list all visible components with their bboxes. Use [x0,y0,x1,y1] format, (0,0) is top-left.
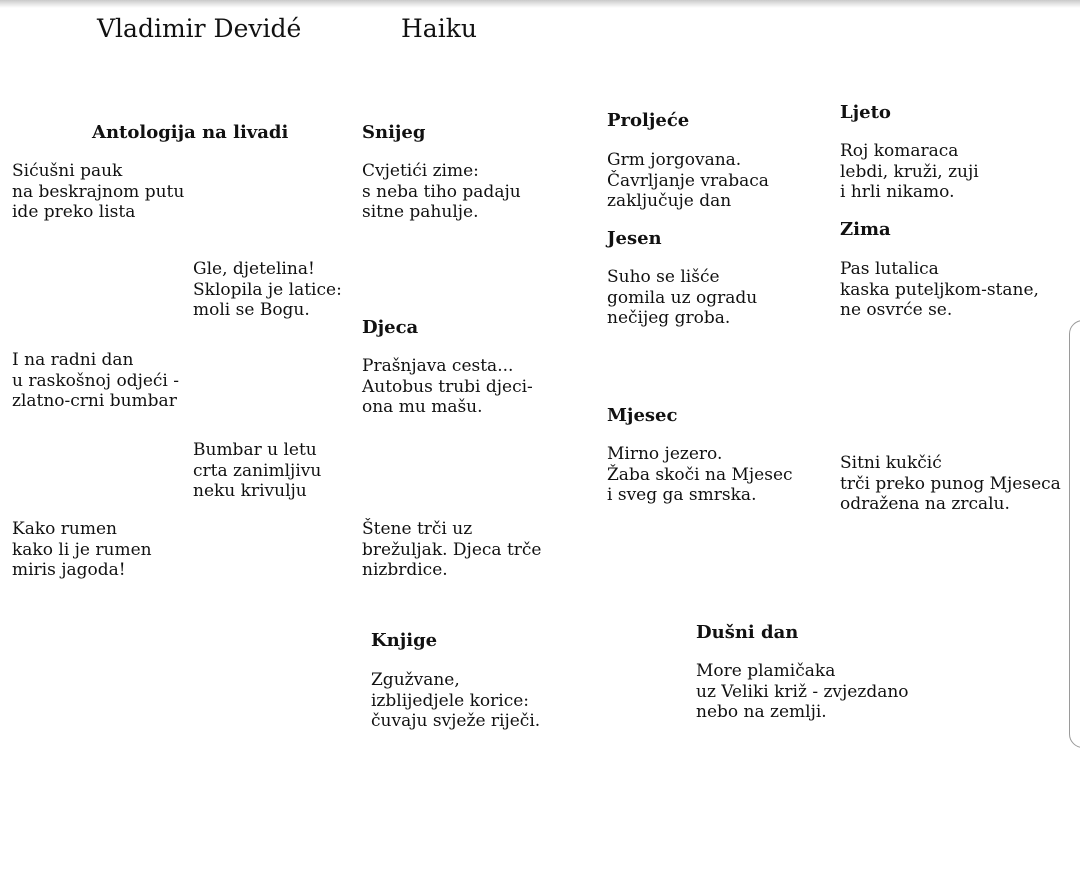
heading-mjesec: Mjesec [607,405,678,426]
poem-line: Prašnjava cesta... [362,356,514,376]
poem-line: nebo na zemlji. [696,702,827,722]
poem-line: nečijeg groba. [607,308,731,328]
heading-jesen: Jesen [607,228,662,249]
poem-roj-komaraca [840,141,979,203]
poem-line: crta zanimljivu [193,460,322,481]
poem-line: Suho se lišće [607,267,720,287]
poem-kako-rumen [12,519,152,581]
poem-line: moli se Bogu. [193,300,310,320]
poem-line: Pas lutalica [840,259,939,279]
poem-line: s neba tiho padaju [362,181,521,202]
poem-line: nizbrdice. [362,560,448,580]
poem-line: miris jagoda! [12,560,126,580]
poem-line: Gle, djetelina! [193,259,315,279]
poem-line: More plamičaka [696,661,836,681]
poem-line: lebdi, kruži, zuji [840,161,979,182]
poem-suho-lisce [607,267,757,329]
poem-zguzvane [371,670,540,732]
poem-line: kako li je rumen [12,539,152,560]
poem-line: i sveg ga smrska. [607,485,757,505]
poem-line: Mirno jezero. [607,444,723,464]
poem-line: i hrli nikamo. [840,182,955,202]
heading-ljeto: Ljeto [840,102,891,123]
poem-line: brežuljak. Djeca trče [362,539,542,560]
poem-stene [362,519,542,581]
heading-snijeg: Snijeg [362,122,426,143]
poem-line: na beskrajnom putu [12,181,185,202]
poem-line: Žaba skoči na Mjesec [607,464,793,485]
poem-line: ona mu mašu. [362,397,483,417]
author-name: Vladimir Devidé [97,14,302,43]
poem-line: Autobus trubi djeci- [362,376,533,397]
poem-line: Cvjetići zime: [362,161,479,181]
poem-line: Sitni kukčić [840,453,942,473]
poem-line: čuvaju svježe riječi. [371,711,541,731]
poem-line: ne osvrće se. [840,300,953,320]
poem-line: Roj komaraca [840,141,959,161]
poem-line: trči preko punog Mjeseca [840,473,1061,494]
poem-line: zlatno-crni bumbar [12,391,177,411]
poem-line: zaključuje dan [607,191,732,211]
poem-line: Štene trči uz [362,519,473,539]
poem-line: Sićušni pauk [12,161,123,181]
poem-mirno-jezero [607,444,793,506]
side-panel-handle[interactable] [1069,320,1080,748]
poem-line: I na radni dan [12,350,134,370]
poem-line: sitne pahulje. [362,202,479,222]
top-bar-shadow [0,0,1080,8]
poem-line: u raskošnoj odjeći - [12,370,180,391]
poem-line: Kako rumen [12,519,117,539]
poem-sitni-kukcic [840,453,1061,515]
heading-antologija: Antologija na livadi [92,122,289,143]
poem-line: odražena na zrcalu. [840,494,1010,514]
poem-line: Čavrljanje vrabaca [607,170,769,191]
poem-line: neku krivulju [193,481,307,501]
poem-line: Grm jorgovana. [607,150,742,170]
poem-djetelina [193,259,342,321]
poem-pas-lutalica [840,259,1039,321]
poem-sicusni-pauk [12,161,184,223]
heading-proljece: Proljeće [607,110,690,131]
poem-line: uz Veliki križ - zvjezdano [696,681,909,702]
poem-grm-jorgovana [607,150,769,212]
poem-prasnjava-cesta [362,356,533,418]
poem-line: ide preko lista [12,202,136,222]
poem-line: kaska puteljkom-stane, [840,279,1039,300]
poem-more-plamicaka [696,661,909,723]
page-title: Haiku [401,14,477,43]
poem-line: Sklopila je latice: [193,279,342,300]
heading-djeca: Djeca [362,317,419,338]
poem-line: gomila uz ogradu [607,287,758,308]
poem-radni-dan [12,350,179,412]
poem-line: Bumbar u letu [193,440,317,460]
heading-knjige: Knjige [371,630,438,651]
heading-dusni-dan: Dušni dan [696,622,799,643]
poem-bumbar-u-letu [193,440,321,502]
heading-zima: Zima [840,219,891,240]
poem-line: Zgužvane, [371,670,460,690]
poem-line: izblijedjele korice: [371,690,530,711]
poem-cvjetici-zime [362,161,521,223]
